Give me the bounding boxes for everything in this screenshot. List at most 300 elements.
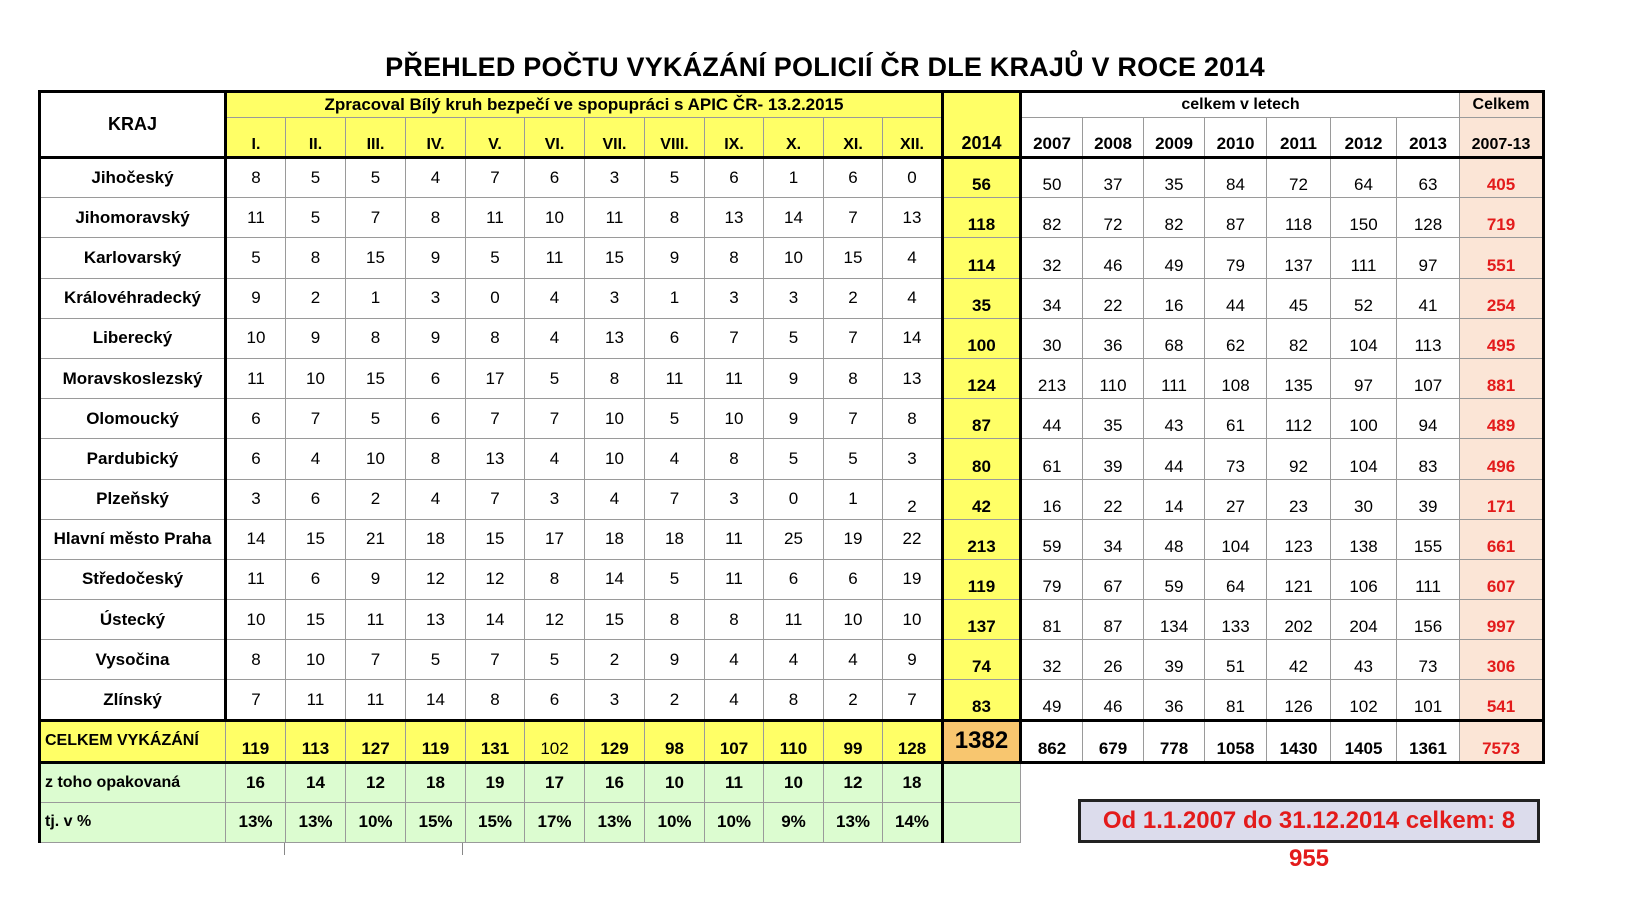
year-value: 64 <box>1331 158 1397 198</box>
percent-month-value: 13% <box>824 802 883 842</box>
totals-year-value: 679 <box>1083 720 1144 762</box>
header-month: VIII. <box>645 118 705 158</box>
totals-year-value: 1361 <box>1397 720 1460 762</box>
month-value: 10 <box>346 439 406 479</box>
month-value: 9 <box>226 278 286 318</box>
month-value: 14 <box>883 318 943 358</box>
month-value: 6 <box>286 559 346 599</box>
year-value: 213 <box>1021 358 1083 398</box>
year-value: 36 <box>1144 680 1205 720</box>
region-name: Hlavní město Praha <box>40 519 226 559</box>
month-value: 25 <box>764 519 824 559</box>
year-value: 39 <box>1144 640 1205 680</box>
month-value: 5 <box>406 640 466 680</box>
header-month: I. <box>226 118 286 158</box>
year-value: 72 <box>1267 158 1331 198</box>
region-name: Zlínský <box>40 680 226 720</box>
year-value: 59 <box>1144 559 1205 599</box>
region-name: Pardubický <box>40 439 226 479</box>
header-year: 2010 <box>1205 118 1267 158</box>
year-value: 39 <box>1083 439 1144 479</box>
year-2014-value: 83 <box>943 680 1021 720</box>
year-value: 111 <box>1144 358 1205 398</box>
year-value: 30 <box>1331 479 1397 519</box>
header-2014: 2014 <box>943 92 1021 158</box>
header-year: 2012 <box>1331 118 1397 158</box>
year-value: 155 <box>1397 519 1460 559</box>
year-value: 46 <box>1083 680 1144 720</box>
month-value: 11 <box>585 198 645 238</box>
month-value: 4 <box>406 479 466 519</box>
totals-year-value: 862 <box>1021 720 1083 762</box>
year-value: 113 <box>1397 318 1460 358</box>
month-value: 6 <box>824 559 883 599</box>
header-source-note: Zpracoval Bílý kruh bezpečí ve spopupráci s APIC ČR- 13.2.2015 <box>226 92 943 118</box>
month-value: 7 <box>466 640 525 680</box>
year-value: 22 <box>1083 479 1144 519</box>
year-value: 22 <box>1083 278 1144 318</box>
repeated-month-value: 16 <box>585 762 645 802</box>
month-value: 5 <box>764 318 824 358</box>
month-value: 17 <box>466 358 525 398</box>
header-kraj: KRAJ <box>40 92 226 158</box>
month-value: 10 <box>286 640 346 680</box>
year-value: 51 <box>1205 640 1267 680</box>
year-value: 62 <box>1205 318 1267 358</box>
year-value: 30 <box>1021 318 1083 358</box>
repeated-month-value: 12 <box>346 762 406 802</box>
month-value: 4 <box>764 640 824 680</box>
totals-year-value: 1405 <box>1331 720 1397 762</box>
month-value: 3 <box>585 278 645 318</box>
year-value: 14 <box>1144 479 1205 519</box>
total-2007-13: 489 <box>1460 399 1544 439</box>
month-value: 3 <box>585 158 645 198</box>
percent-month-value: 10% <box>645 802 705 842</box>
region-name: Královéhradecký <box>40 278 226 318</box>
year-value: 32 <box>1021 238 1083 278</box>
month-value: 13 <box>406 600 466 640</box>
month-value: 1 <box>824 479 883 519</box>
repeated-month-value: 16 <box>226 762 286 802</box>
month-value: 13 <box>883 358 943 398</box>
totals-row <box>40 720 1544 762</box>
year-value: 137 <box>1267 238 1331 278</box>
month-value: 8 <box>466 318 525 358</box>
header-year: 2009 <box>1144 118 1205 158</box>
year-value: 42 <box>1267 640 1331 680</box>
header-row-bottom <box>40 118 1544 158</box>
year-value: 204 <box>1331 600 1397 640</box>
year-value: 108 <box>1205 358 1267 398</box>
totals-year-value: 778 <box>1144 720 1205 762</box>
totals-2014-value: 1382 <box>943 720 1021 762</box>
year-value: 150 <box>1331 198 1397 238</box>
month-value: 15 <box>346 358 406 398</box>
month-value: 14 <box>466 600 525 640</box>
table-row <box>40 479 1544 519</box>
repeated-month-value: 14 <box>286 762 346 802</box>
year-value: 106 <box>1331 559 1397 599</box>
month-value: 8 <box>705 439 764 479</box>
header-total-bottom: 2007-13 <box>1460 118 1544 158</box>
month-value: 7 <box>645 479 705 519</box>
totals-month-value: 99 <box>824 720 883 762</box>
header-year: 2011 <box>1267 118 1331 158</box>
table-row <box>40 399 1544 439</box>
year-value: 34 <box>1021 278 1083 318</box>
year-value: 156 <box>1397 600 1460 640</box>
year-value: 138 <box>1331 519 1397 559</box>
year-value: 82 <box>1267 318 1331 358</box>
year-2014-value: 119 <box>943 559 1021 599</box>
total-2007-13: 541 <box>1460 680 1544 720</box>
month-value: 7 <box>883 680 943 720</box>
year-value: 73 <box>1397 640 1460 680</box>
year-value: 68 <box>1144 318 1205 358</box>
stray-line <box>284 843 285 855</box>
month-value: 10 <box>525 198 585 238</box>
year-2014-value: 100 <box>943 318 1021 358</box>
year-value: 16 <box>1144 278 1205 318</box>
table-row <box>40 439 1544 479</box>
header-month: IV. <box>406 118 466 158</box>
year-value: 111 <box>1397 559 1460 599</box>
year-value: 72 <box>1083 198 1144 238</box>
year-value: 26 <box>1083 640 1144 680</box>
month-value: 11 <box>466 198 525 238</box>
year-value: 27 <box>1205 479 1267 519</box>
month-value: 14 <box>226 519 286 559</box>
month-value: 5 <box>764 439 824 479</box>
year-value: 81 <box>1021 600 1083 640</box>
month-value: 8 <box>705 600 764 640</box>
repeated-month-value: 10 <box>764 762 824 802</box>
header-month: XII. <box>883 118 943 158</box>
month-value: 15 <box>346 238 406 278</box>
percent-month-value: 14% <box>883 802 943 842</box>
table-row <box>40 238 1544 278</box>
header-month: V. <box>466 118 525 158</box>
header-month: III. <box>346 118 406 158</box>
year-value: 81 <box>1205 680 1267 720</box>
percent-month-value: 13% <box>585 802 645 842</box>
year-value: 87 <box>1083 600 1144 640</box>
month-value: 3 <box>406 278 466 318</box>
month-value: 9 <box>286 318 346 358</box>
year-2014-value: 80 <box>943 439 1021 479</box>
month-value: 8 <box>585 358 645 398</box>
year-value: 44 <box>1144 439 1205 479</box>
month-value: 1 <box>645 278 705 318</box>
region-name: Liberecký <box>40 318 226 358</box>
totals-month-value: 113 <box>286 720 346 762</box>
year-2014-value: 87 <box>943 399 1021 439</box>
month-value: 0 <box>466 278 525 318</box>
month-value: 15 <box>585 600 645 640</box>
month-value: 11 <box>346 600 406 640</box>
month-value: 4 <box>824 640 883 680</box>
year-2014-value: 74 <box>943 640 1021 680</box>
month-value: 3 <box>585 680 645 720</box>
month-value: 13 <box>466 439 525 479</box>
year-value: 52 <box>1331 278 1397 318</box>
totals-month-value: 102 <box>525 720 585 762</box>
month-value: 10 <box>226 318 286 358</box>
month-value: 2 <box>645 680 705 720</box>
month-value: 4 <box>705 680 764 720</box>
year-value: 104 <box>1331 318 1397 358</box>
month-value: 13 <box>883 198 943 238</box>
totals-month-value: 107 <box>705 720 764 762</box>
year-value: 112 <box>1267 399 1331 439</box>
totals-label: CELKEM VYKÁZÁNÍ <box>40 720 226 762</box>
region-name: Ústecký <box>40 600 226 640</box>
month-value: 2 <box>286 278 346 318</box>
month-value: 5 <box>346 158 406 198</box>
totals-year-value: 1430 <box>1267 720 1331 762</box>
month-value: 15 <box>286 600 346 640</box>
repeated-label: z toho opakovaná <box>40 762 226 802</box>
header-year: 2007 <box>1021 118 1083 158</box>
month-value: 6 <box>705 158 764 198</box>
month-value: 5 <box>525 640 585 680</box>
year-value: 79 <box>1021 559 1083 599</box>
year-value: 73 <box>1205 439 1267 479</box>
year-value: 100 <box>1331 399 1397 439</box>
year-value: 126 <box>1267 680 1331 720</box>
year-value: 97 <box>1331 358 1397 398</box>
year-value: 134 <box>1144 600 1205 640</box>
month-value: 8 <box>645 600 705 640</box>
year-value: 135 <box>1267 358 1331 398</box>
totals-2007-13-value: 7573 <box>1460 720 1544 762</box>
repeated-month-value: 12 <box>824 762 883 802</box>
year-value: 61 <box>1205 399 1267 439</box>
month-value: 7 <box>466 399 525 439</box>
month-value: 11 <box>705 559 764 599</box>
year-value: 50 <box>1021 158 1083 198</box>
percent-month-value: 10% <box>346 802 406 842</box>
month-value: 18 <box>645 519 705 559</box>
month-value: 11 <box>346 680 406 720</box>
month-value: 12 <box>525 600 585 640</box>
year-value: 107 <box>1397 358 1460 398</box>
grand-total-summary: Od 1.1.2007 do 31.12.2014 celkem: 8 955 <box>1078 799 1540 843</box>
year-2014-value: 56 <box>943 158 1021 198</box>
month-value: 9 <box>406 318 466 358</box>
month-value: 8 <box>406 439 466 479</box>
month-value: 7 <box>824 198 883 238</box>
month-value: 15 <box>585 238 645 278</box>
header-year: 2013 <box>1397 118 1460 158</box>
region-name: Moravskoslezský <box>40 358 226 398</box>
year-value: 64 <box>1205 559 1267 599</box>
year-value: 23 <box>1267 479 1331 519</box>
month-value: 10 <box>585 399 645 439</box>
region-name: Plzeňský <box>40 479 226 519</box>
table-row <box>40 680 1544 720</box>
percent-month-value: 15% <box>406 802 466 842</box>
table-row <box>40 158 1544 198</box>
region-name: Středočeský <box>40 559 226 599</box>
total-2007-13: 661 <box>1460 519 1544 559</box>
month-value: 2 <box>346 479 406 519</box>
month-value: 12 <box>466 559 525 599</box>
month-value: 0 <box>883 158 943 198</box>
year-value: 35 <box>1083 399 1144 439</box>
month-value: 7 <box>466 479 525 519</box>
percent-month-value: 15% <box>466 802 525 842</box>
total-2007-13: 607 <box>1460 559 1544 599</box>
year-value: 101 <box>1397 680 1460 720</box>
year-value: 67 <box>1083 559 1144 599</box>
month-value: 11 <box>645 358 705 398</box>
stray-line <box>462 843 463 855</box>
year-value: 61 <box>1021 439 1083 479</box>
year-value: 49 <box>1144 238 1205 278</box>
year-value: 202 <box>1267 600 1331 640</box>
month-value: 10 <box>883 600 943 640</box>
year-2014-value: 35 <box>943 278 1021 318</box>
month-value: 9 <box>645 640 705 680</box>
total-2007-13: 496 <box>1460 439 1544 479</box>
year-value: 83 <box>1397 439 1460 479</box>
month-value: 12 <box>406 559 466 599</box>
table-row <box>40 559 1544 599</box>
year-value: 34 <box>1083 519 1144 559</box>
table-row <box>40 318 1544 358</box>
month-value: 13 <box>705 198 764 238</box>
region-name: Olomoucký <box>40 399 226 439</box>
month-value: 8 <box>406 198 466 238</box>
month-value: 14 <box>406 680 466 720</box>
month-value: 6 <box>824 158 883 198</box>
month-value: 4 <box>525 439 585 479</box>
month-value: 7 <box>705 318 764 358</box>
month-value: 10 <box>226 600 286 640</box>
month-value: 15 <box>286 519 346 559</box>
header-month: VI. <box>525 118 585 158</box>
header-month: VII. <box>585 118 645 158</box>
month-value: 3 <box>764 278 824 318</box>
region-name: Jihočeský <box>40 158 226 198</box>
month-value: 8 <box>705 238 764 278</box>
month-value: 10 <box>764 238 824 278</box>
region-name: Karlovarský <box>40 238 226 278</box>
month-value: 4 <box>286 439 346 479</box>
year-value: 43 <box>1331 640 1397 680</box>
totals-month-value: 128 <box>883 720 943 762</box>
year-value: 82 <box>1144 198 1205 238</box>
month-value: 8 <box>645 198 705 238</box>
month-value: 14 <box>764 198 824 238</box>
month-value: 7 <box>286 399 346 439</box>
year-value: 79 <box>1205 238 1267 278</box>
header-row-top <box>40 92 1544 118</box>
month-value: 7 <box>346 198 406 238</box>
month-value: 6 <box>226 399 286 439</box>
month-value: 8 <box>824 358 883 398</box>
header-years-group: celkem v letech <box>1021 92 1460 118</box>
month-value: 7 <box>346 640 406 680</box>
month-value: 9 <box>764 358 824 398</box>
year-value: 84 <box>1205 158 1267 198</box>
year-value: 44 <box>1205 278 1267 318</box>
month-value: 21 <box>346 519 406 559</box>
year-value: 48 <box>1144 519 1205 559</box>
total-2007-13: 306 <box>1460 640 1544 680</box>
month-value: 6 <box>525 680 585 720</box>
percent-label: tj. v % <box>40 802 226 842</box>
month-value: 8 <box>764 680 824 720</box>
month-value: 11 <box>226 358 286 398</box>
month-value: 2 <box>824 680 883 720</box>
month-value: 2 <box>883 479 943 519</box>
year-value: 97 <box>1397 238 1460 278</box>
month-value: 5 <box>824 439 883 479</box>
year-value: 94 <box>1397 399 1460 439</box>
month-value: 10 <box>824 600 883 640</box>
month-value: 10 <box>585 439 645 479</box>
month-value: 8 <box>346 318 406 358</box>
month-value: 6 <box>286 479 346 519</box>
year-value: 49 <box>1021 680 1083 720</box>
month-value: 11 <box>705 519 764 559</box>
month-value: 5 <box>226 238 286 278</box>
totals-month-value: 131 <box>466 720 525 762</box>
month-value: 10 <box>286 358 346 398</box>
month-value: 5 <box>286 198 346 238</box>
month-value: 19 <box>824 519 883 559</box>
year-value: 37 <box>1083 158 1144 198</box>
month-value: 1 <box>764 158 824 198</box>
month-value: 7 <box>824 399 883 439</box>
percent-month-value: 10% <box>705 802 764 842</box>
table-row <box>40 519 1544 559</box>
month-value: 18 <box>406 519 466 559</box>
month-value: 2 <box>824 278 883 318</box>
total-2007-13: 997 <box>1460 600 1544 640</box>
percent-month-value: 9% <box>764 802 824 842</box>
month-value: 5 <box>466 238 525 278</box>
table-row <box>40 358 1544 398</box>
header-total-top: Celkem <box>1460 92 1544 118</box>
month-value: 19 <box>883 559 943 599</box>
year-value: 121 <box>1267 559 1331 599</box>
header-month: XI. <box>824 118 883 158</box>
month-value: 5 <box>645 399 705 439</box>
table-row <box>40 640 1544 680</box>
repeated-row <box>40 762 1544 802</box>
month-value: 8 <box>286 238 346 278</box>
header-month: X. <box>764 118 824 158</box>
totals-month-value: 98 <box>645 720 705 762</box>
repeated-month-value: 11 <box>705 762 764 802</box>
month-value: 7 <box>226 680 286 720</box>
year-value: 110 <box>1083 358 1144 398</box>
year-value: 87 <box>1205 198 1267 238</box>
month-value: 15 <box>466 519 525 559</box>
year-value: 32 <box>1021 640 1083 680</box>
month-value: 0 <box>764 479 824 519</box>
month-value: 9 <box>883 640 943 680</box>
month-value: 15 <box>824 238 883 278</box>
month-value: 9 <box>406 238 466 278</box>
repeated-month-value: 10 <box>645 762 705 802</box>
year-2014-value: 114 <box>943 238 1021 278</box>
region-name: Jihomoravský <box>40 198 226 238</box>
